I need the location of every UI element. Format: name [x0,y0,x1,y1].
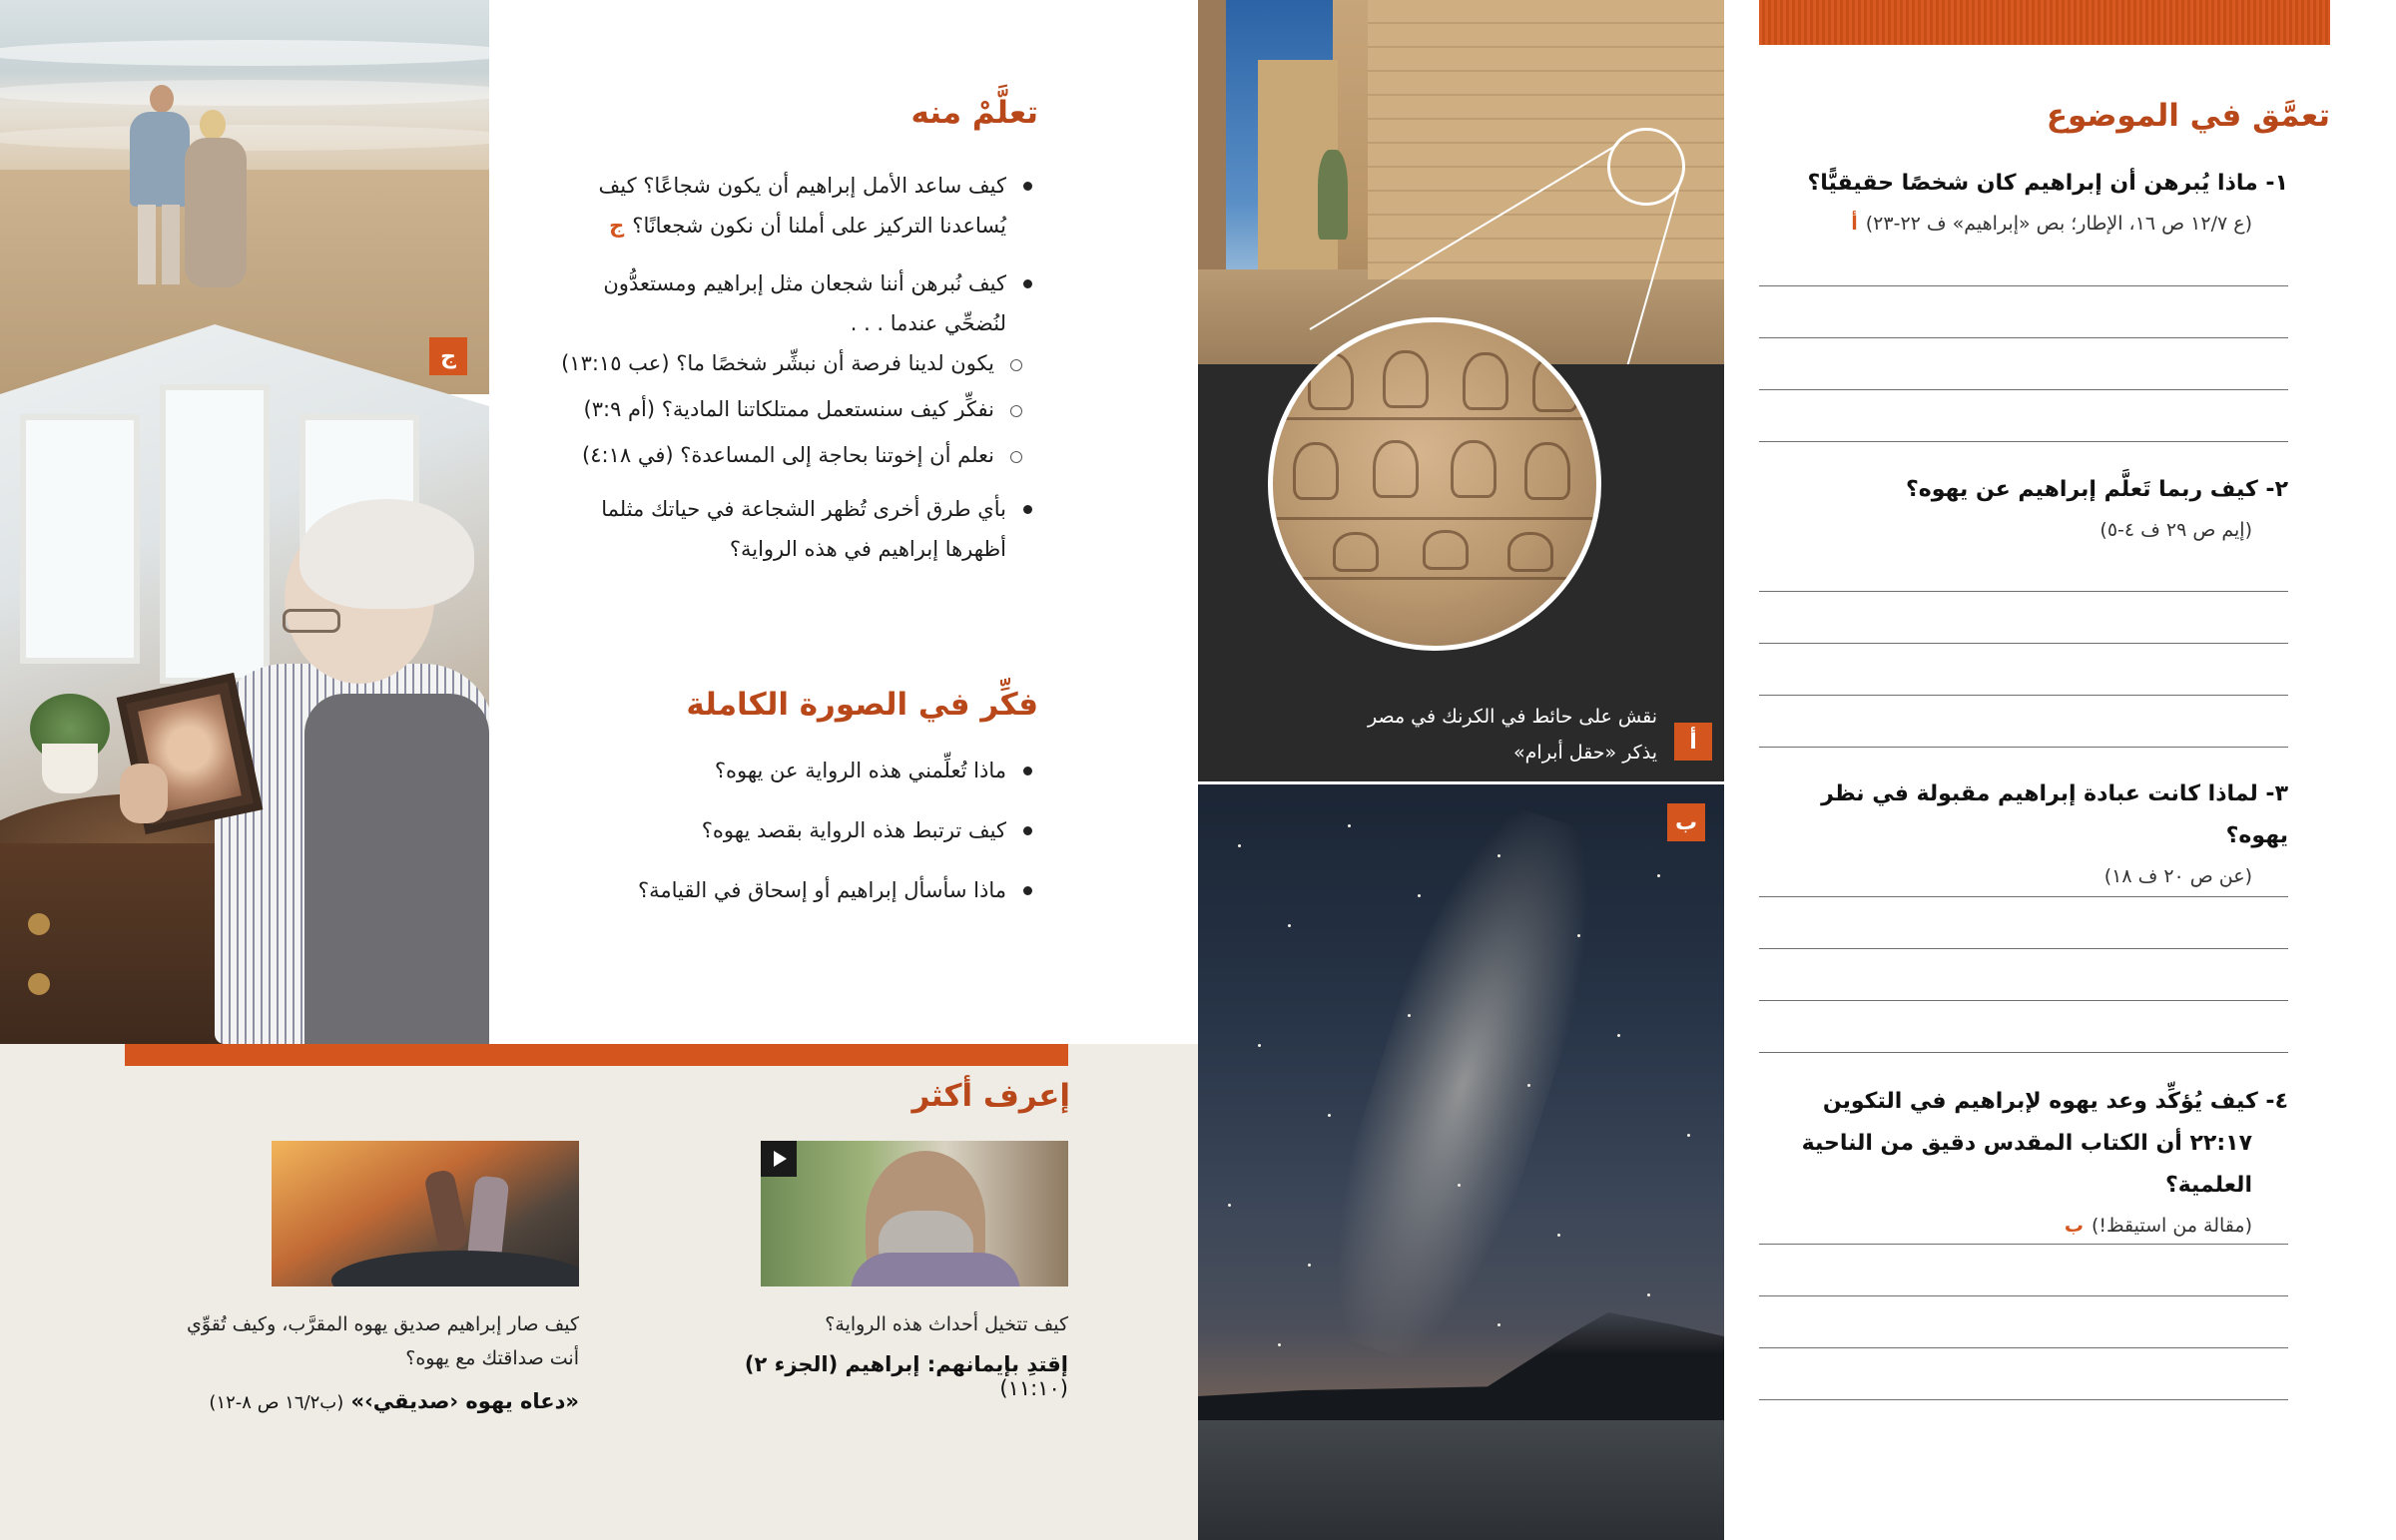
learn-item-2: كيف نُبرهن أننا شجعان مثل إبراهيم ومستعدُّون لنُضحِّي عندما . . . [554,263,1038,343]
think-item-3: ماذا سأسأل إبراهيم أو إسحاق في القيامة؟ [554,870,1038,910]
article-caption: كيف صار إبراهيم صديق يهوه المقرَّب، وكيف تُقوِّي أنت صداقتك مع يهوه؟ [187,1313,579,1369]
video-thumbnail[interactable] [761,1141,1068,1286]
answer-line[interactable] [1759,695,2288,696]
question-4-letter: ب [2064,1215,2084,1237]
answer-line[interactable] [1759,285,2288,286]
learn-subitem-3: نعلم أن إخوتنا بحاجة إلى المساعدة؟ (في ٤:١٨) [554,435,1038,475]
image-tag-c: ج [429,337,467,375]
orange-texture-header [1759,0,2330,45]
think-item-1: ماذا تُعلِّمني هذه الرواية عن يهوه؟ [554,751,1038,790]
question-4-ref: (مقالة من استيقظ!) [2091,1215,2252,1237]
think-title: فكِّر في الصورة الكاملة [686,687,1038,723]
learn-more-accent-bar [125,1044,1068,1066]
question-2-number: ٢- [2265,477,2288,502]
question-3-number: ٣- [2265,781,2288,806]
image-tag-b: ب [1667,803,1705,841]
learn-item-1: كيف ساعد الأمل إبراهيم أن يكون شجاعًا؟ كيف يُساعدنا التركيز على أملنا أن نكون شجعانًا؟ج [554,166,1038,246]
question-1 [1759,163,2288,243]
answer-line[interactable] [1759,1295,2288,1296]
learn-subitem-1: يكون لدينا فرصة أن نبشِّر شخصًا ما؟ (عب ١٣:١٥) [554,343,1038,383]
learn-item-3: بأي طرق أخرى تُظهر الشجاعة في حياتك مثلما أظهرها إبراهيم في هذه الرواية؟ [554,489,1038,569]
learn-subitem-2: نفكِّر كيف سنستعمل ممتلكاتنا المادية؟ (أم ٣:٩) [554,389,1038,429]
elderly-man-photo [0,324,489,1044]
question-3-ref: (عن ص ٢٠ ف ١٨) [2103,865,2252,887]
answer-line[interactable] [1759,643,2288,644]
question-1-ref: (ع ١٢/٧ ص ١٦، الإطار؛ بص «إبراهيم» ف ٢٢-٢٣) [1865,213,2252,235]
answer-line[interactable] [1759,1244,2288,1245]
question-2 [1759,469,2288,549]
answer-line[interactable] [1759,389,2288,390]
answer-line[interactable] [1759,896,2288,897]
answer-line[interactable] [1759,1347,2288,1348]
night-sky-photo [1198,784,1724,1540]
video-reference[interactable]: إقتدِ بإيمانهم: إبراهيم (الجزء ٢) (١١:١٠) [744,1352,1068,1400]
dig-title: تعمَّق في الموضوع [2046,98,2330,134]
play-icon[interactable] [761,1141,797,1177]
question-1-text: ماذا يُبرهن أن إبراهيم كان شخصًا حقيقيًّا؟ [1807,171,2258,196]
article-thumbnail[interactable] [272,1141,579,1286]
question-2-ref: (إيم ص ٢٩ ف ٤-٥) [2099,519,2252,541]
learn-list [554,166,1038,569]
learn-more-panel [0,1044,1198,1540]
think-list [554,751,1038,910]
question-2-text: كيف ربما تَعلَّم إبراهيم عن يهوه؟ [1905,477,2258,502]
answer-line[interactable] [1759,337,2288,338]
video-caption: كيف تتخيل أحداث هذه الرواية؟ [825,1313,1068,1335]
karnak-caption [1298,699,1657,770]
question-4-number: ٤- [2265,1089,2288,1114]
answer-line[interactable] [1759,441,2288,442]
article-reference[interactable]: «دعاه يهوه ‹صديقي›» (ب١٦/٢ ص ٨-١٢) [209,1389,579,1413]
answer-line[interactable] [1759,591,2288,592]
image-tag-a: أ [1674,723,1712,761]
answer-line[interactable] [1759,1052,2288,1053]
question-4 [1759,1081,2288,1245]
answer-line[interactable] [1759,1000,2288,1001]
question-3 [1759,773,2288,895]
answer-line[interactable] [1759,1399,2288,1400]
learn-more-title: إعرف أكثر [911,1078,1070,1114]
inscription-zoom-circle [1268,317,1601,651]
question-1-letter: أ [1851,213,1858,235]
think-item-2: كيف ترتبط هذه الرواية بقصد يهوه؟ [554,810,1038,850]
ref-letter-c: ج [609,214,625,238]
question-3-text: لماذا كانت عبادة إبراهيم مقبولة في نظر يهوه؟ [1821,781,2288,848]
karnak-caption-line-2: يذكر «حقل أبرام» [1513,742,1657,764]
learn-title: تعلَّمْ منه [910,95,1038,131]
karnak-caption-line-1: نقش على حائط في الكرنك في مصر [1367,706,1657,728]
question-1-number: ١- [2265,171,2288,196]
answer-line[interactable] [1759,747,2288,748]
question-4-text: كيف يُؤكِّد وعد يهوه لإبراهيم في التكوين ٢٢:١٧ أن الكتاب المقدس دقيق من الناحية العلمية؟ [1801,1089,2258,1198]
answer-line[interactable] [1759,948,2288,949]
